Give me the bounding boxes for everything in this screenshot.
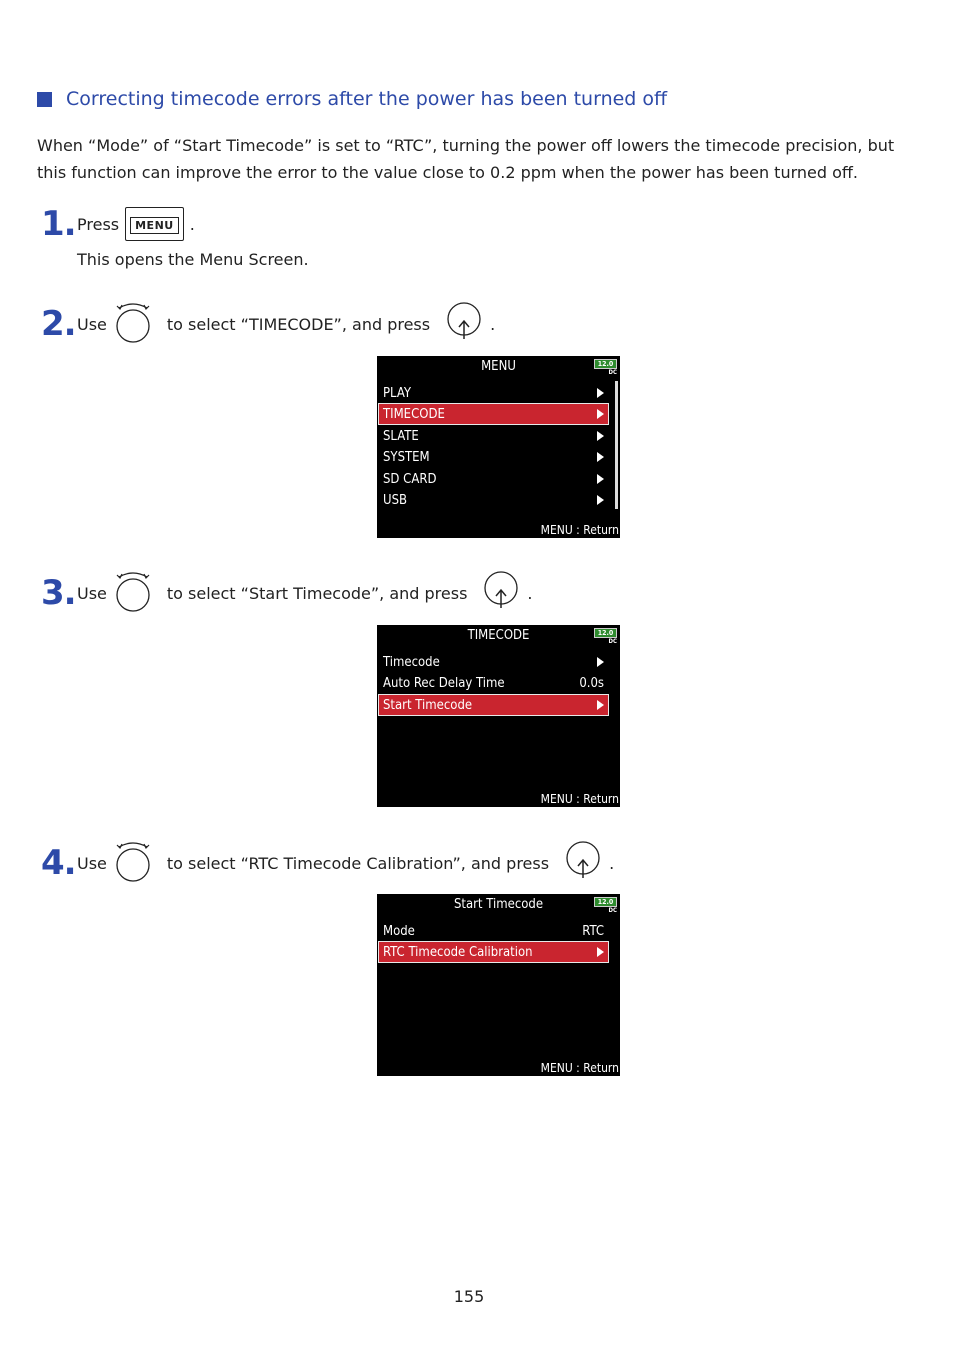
- step-period: .: [189, 214, 195, 234]
- battery-icon: 12.0 DC: [594, 359, 617, 375]
- step-1-note: This opens the Menu Screen.: [77, 250, 309, 269]
- dial-icon: [113, 569, 153, 617]
- menu-key-label: MENU: [130, 217, 179, 234]
- screen-title: Start Timecode: [453, 897, 544, 912]
- chevron-right-icon: [597, 409, 604, 419]
- step-number: 2.: [41, 304, 76, 344]
- step-3: [41, 569, 533, 617]
- menu-screen: [377, 356, 620, 538]
- step-4: [41, 839, 614, 887]
- menu-item-timecode[interactable]: TIMECODE: [379, 404, 608, 424]
- screen-title: MENU: [481, 359, 516, 374]
- menu-item-auto-rec-delay[interactable]: Auto Rec Delay Time 0.0s: [383, 675, 604, 691]
- page-number: 155: [453, 1287, 485, 1306]
- chevron-right-icon: [597, 388, 604, 398]
- screen-footer: MENU : Return: [540, 523, 619, 537]
- step-period: .: [490, 314, 496, 334]
- dial-icon: [113, 839, 153, 887]
- battery-icon: 12.0 DC: [594, 897, 617, 913]
- chevron-right-icon: [597, 474, 604, 484]
- step-text: Press: [77, 214, 120, 234]
- menu-item-mode[interactable]: Mode RTC: [383, 923, 604, 939]
- menu-item-usb[interactable]: USB: [379, 490, 608, 510]
- chevron-right-icon: [597, 700, 604, 710]
- heading-text: Correcting timecode errors after the power has been turned off: [66, 88, 668, 110]
- chevron-right-icon: [597, 431, 604, 441]
- dial-icon: [113, 300, 153, 348]
- screen-footer: MENU : Return: [540, 1061, 619, 1075]
- chevron-right-icon: [597, 452, 604, 462]
- heading-square-icon: [37, 92, 52, 107]
- battery-icon: 12.0 DC: [594, 628, 617, 644]
- menu-item-timecode[interactable]: Timecode: [379, 652, 608, 672]
- dial-push-icon: [481, 570, 521, 616]
- step-text: to select “TIMECODE”, and press: [166, 314, 431, 334]
- dial-push-icon: [563, 840, 603, 886]
- menu-item-start-timecode[interactable]: Start Timecode: [379, 695, 608, 715]
- screen-footer: MENU : Return: [540, 792, 619, 806]
- menu-item-sd-card[interactable]: SD CARD: [379, 469, 608, 489]
- step-number: 3.: [41, 573, 76, 613]
- step-1: [41, 204, 195, 244]
- dial-push-icon: [444, 301, 484, 347]
- step-text: to select “RTC Timecode Calibration”, and press: [166, 853, 550, 873]
- step-number: 4.: [41, 843, 76, 883]
- menu-item-play[interactable]: PLAY: [379, 383, 608, 403]
- step-period: .: [609, 853, 615, 873]
- timecode-screen: [377, 625, 620, 807]
- step-text: to select “Start Timecode”, and press: [166, 583, 468, 603]
- menu-key-icon: [125, 207, 184, 241]
- chevron-right-icon: [597, 495, 604, 505]
- start-timecode-screen: [377, 894, 620, 1076]
- step-number: 1.: [41, 204, 76, 244]
- screen-title: TIMECODE: [467, 628, 530, 643]
- step-period: .: [527, 583, 533, 603]
- scrollbar[interactable]: [615, 381, 618, 509]
- menu-item-rtc-calibration[interactable]: RTC Timecode Calibration: [379, 942, 608, 962]
- step-text: Use: [77, 853, 107, 873]
- chevron-right-icon: [597, 657, 604, 667]
- chevron-right-icon: [597, 947, 604, 957]
- step-2: [41, 300, 495, 348]
- section-heading: [37, 88, 667, 110]
- intro-paragraph: When “Mode” of “Start Timecode” is set to “RTC”, turning the power off lowers the timecode precision, but this function can improve the error to the value close to 0.2 ppm when the power has been turned off.: [37, 136, 895, 182]
- menu-item-system[interactable]: SYSTEM: [379, 447, 608, 467]
- step-text: Use: [77, 583, 107, 603]
- step-text: Use: [77, 314, 107, 334]
- menu-item-slate[interactable]: SLATE: [379, 426, 608, 446]
